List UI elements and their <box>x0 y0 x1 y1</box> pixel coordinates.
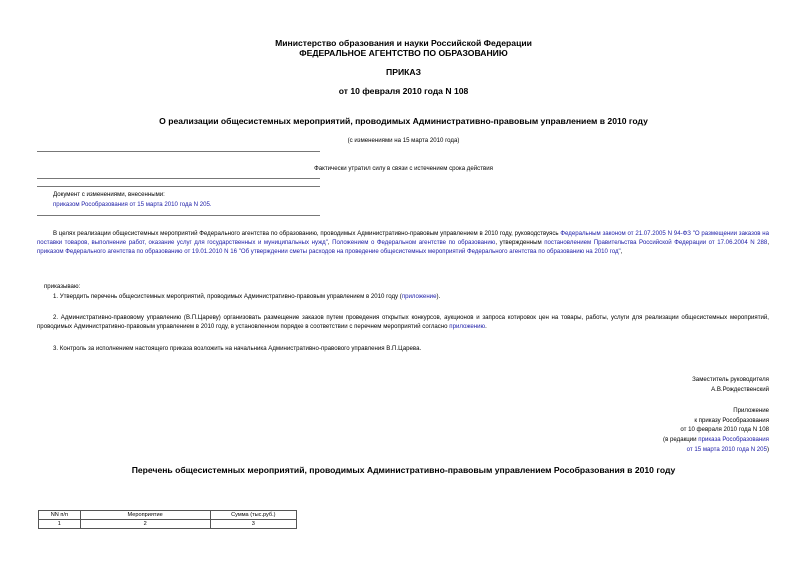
table-cell: 2 <box>80 520 210 529</box>
item-1-end: ). <box>436 293 441 300</box>
doc-date-number: от 10 февраля 2010 года N 108 <box>338 86 469 96</box>
preamble-text: , <box>327 239 333 247</box>
item-1 <box>37 292 769 301</box>
preamble-text: , <box>620 248 623 256</box>
signature-name: А.В.Рождественский <box>711 386 769 393</box>
preamble-text: , утвержденным <box>495 239 545 247</box>
appendix-link[interactable]: приложение <box>401 293 437 300</box>
column-header: Мероприятие <box>80 511 210 520</box>
appendix-date: от 10 февраля 2010 года N 108 <box>680 426 769 433</box>
agency-regulation-link[interactable]: Положением о Федеральном агентстве по образованию <box>332 239 496 247</box>
revision-order-link[interactable]: приказа Рособразования <box>698 436 769 443</box>
preamble-text: , <box>767 239 770 247</box>
appendix-revision <box>663 435 769 445</box>
column-header: Сумма (тыс.руб.) <box>210 511 296 520</box>
changes-link[interactable]: приказом Рособразования от 15 марта 2010 года N 205. <box>53 201 212 208</box>
item-1-text: 1. Утвердить перечень общесистемных мероприятий, проводимых Административно-правовым управлением в 2010 году ( <box>53 293 402 300</box>
revision-close: ) <box>766 446 769 453</box>
preamble-paragraph <box>37 229 769 257</box>
ministry-name: Министерство образования и науки Российской Федерации <box>275 38 532 48</box>
agency-order-link[interactable]: приказом Федерального агентства по образованию от 19.01.2010 N 16 "Об утверждении сметы расходов на проведение общесистемных мероприятий Федерального агентства по образованию на 2010 год" <box>37 248 621 256</box>
changes-label: Документ с изменениями, внесенными: <box>53 191 165 198</box>
order-word: приказываю: <box>44 283 81 290</box>
divider <box>37 186 320 187</box>
appendix-order-ref: к приказу Рособразования <box>694 417 769 424</box>
government-decree-link[interactable]: постановлением Правительства Российской Федерации от 17.06.2004 N 288 <box>544 239 768 247</box>
doc-type: ПРИКАЗ <box>386 67 421 77</box>
item-2 <box>37 313 769 331</box>
doc-title: О реализации общесистемных мероприятий, проводимых Административно-правовым управлением в 2010 году <box>159 116 648 126</box>
divider <box>37 178 320 179</box>
list-title: Перечень общесистемных мероприятий, проводимых Административно-правовым управлением Рособразования в 2010 году <box>131 465 676 475</box>
item-2-end: . <box>485 323 487 331</box>
appendix-revision-date <box>687 445 769 455</box>
amendments-note: (с изменениями на 15 марта 2010 года) <box>347 137 460 144</box>
federal-law-link[interactable]: Федеральным законом от 21.07.2005 N 94-ФЗ "О размещении заказов на поставки товаров, выполнение работ, оказание услуг для государственных и муниципальных нужд" <box>37 230 770 247</box>
item-3: 3. Контроль за исполнением настоящего приказа возложить на начальника Административно-правового управления В.П.Царева. <box>53 345 422 352</box>
table-cell: 3 <box>210 520 296 529</box>
table-cell: 1 <box>39 520 81 529</box>
table-row <box>39 520 297 529</box>
revision-date-link[interactable]: от 15 марта 2010 года N 205 <box>686 446 767 453</box>
divider <box>37 215 320 216</box>
status-note: Фактически утратил силу в связи с истечением срока действия <box>314 165 493 172</box>
appendix-link-2[interactable]: приложению <box>449 323 486 331</box>
table-header-row <box>39 511 297 520</box>
activities-table <box>38 510 297 529</box>
preamble-text: В целях реализации общесистемных мероприятий Федерального агентства по образованию, проводимых Административно-правовым управлением в 2010 году, руководствуясь <box>53 230 561 237</box>
divider <box>37 151 320 152</box>
revision-prefix: (в редакции <box>663 436 699 443</box>
appendix-label: Приложение <box>733 407 769 414</box>
agency-name: ФЕДЕРАЛЬНОЕ АГЕНТСТВО ПО ОБРАЗОВАНИЮ <box>299 48 508 58</box>
column-header: NN п/п <box>39 511 81 520</box>
signature-position: Заместитель руководителя <box>692 376 769 383</box>
item-2-text: 2. Административно-правовому управлению (В.П.Цареву) организовать размещение заказов путем проведения открытых конкурсов, аукционов и запроса котировок цен на товары, работы, услуги для реализации общесистемных мероприятий, проводимых Административно-правовым управлением в 2010 году, в установленном порядке в соответствии с перечнем мероприятий согласно <box>37 314 769 331</box>
